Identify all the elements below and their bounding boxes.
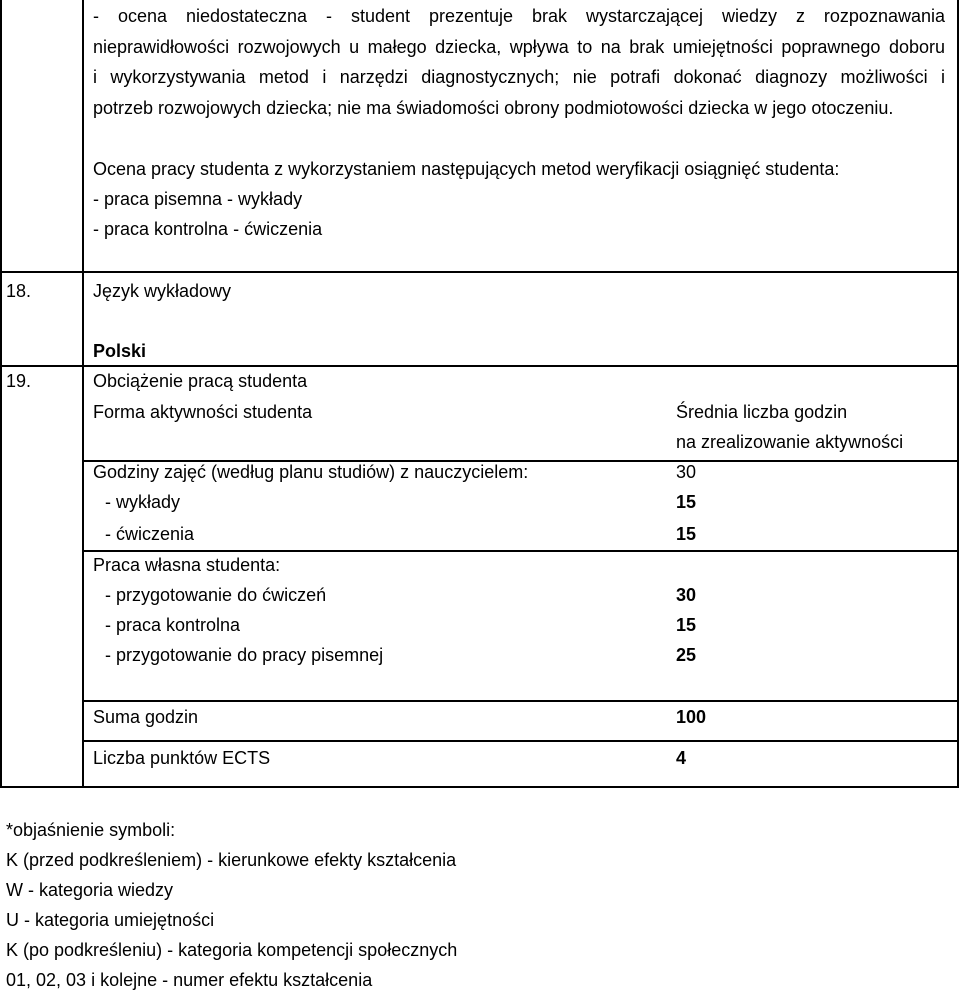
contact-hours-label: Godziny zajęć (według planu studiów) z nauczycielem: bbox=[93, 462, 529, 482]
sum-label: Suma godzin bbox=[93, 707, 199, 727]
grading-line-4: potrzeb rozwojowych dziecka; nie ma świadomości obrony podmiotowości dziecka w jego otoczeniu. bbox=[93, 97, 894, 118]
grading-insufficient-paragraph bbox=[93, 1, 945, 123]
grading-line-2: nieprawidłowości rozwojowych u małego dziecka, wpływa to na brak umiejętności poprawnego doboru bbox=[93, 36, 945, 57]
contact-hours-total: 30 bbox=[676, 462, 697, 482]
section-18-value: Polski bbox=[93, 341, 147, 361]
ects-value: 4 bbox=[676, 748, 687, 768]
table-number-column-border bbox=[82, 0, 84, 787]
self-study-item-1-label: - przygotowanie do ćwiczeń bbox=[105, 585, 327, 605]
section-18-number: 18. bbox=[6, 281, 32, 301]
contact-item-exercises-hours: 15 bbox=[676, 524, 697, 544]
row-divider-17-18 bbox=[0, 271, 959, 273]
self-study-item-3-label: - przygotowanie do pracy pisemnej bbox=[105, 645, 384, 665]
table-bottom-border bbox=[0, 786, 959, 788]
legend-line-2: W - kategoria wiedzy bbox=[6, 880, 174, 900]
sum-divider bbox=[82, 740, 959, 742]
col-header-activity: Forma aktywności studenta bbox=[93, 402, 313, 422]
col-header-hours-line2: na zrealizowanie aktywności bbox=[676, 432, 904, 452]
self-study-item-2-hours: 15 bbox=[676, 615, 697, 635]
section-18-title: Język wykładowy bbox=[93, 281, 232, 301]
grading-line-1: - ocena niedostateczna - student prezentuje brak wystarczającej wiedzy z rozpoznawania bbox=[93, 6, 945, 26]
contact-item-exercises-label: - ćwiczenia bbox=[105, 524, 195, 544]
legend-line-3: U - kategoria umiejętności bbox=[6, 910, 215, 930]
legend-line-1: K (przed podkreśleniem) - kierunkowe efekty kształcenia bbox=[6, 850, 457, 870]
legend-line-4: K (po podkreśleniu) - kategoria kompetencji społecznych bbox=[6, 940, 458, 960]
verification-method-1: - praca pisemna - wykłady bbox=[93, 189, 303, 209]
contact-item-lectures-label: - wykłady bbox=[105, 492, 181, 512]
self-study-item-2-label: - praca kontrolna bbox=[105, 615, 241, 635]
ects-label: Liczba punktów ECTS bbox=[93, 748, 271, 768]
section-19-title: Obciążenie pracą studenta bbox=[93, 371, 308, 391]
self-study-item-1-hours: 30 bbox=[676, 585, 697, 605]
verification-method-2: - praca kontrolna - ćwiczenia bbox=[93, 219, 323, 239]
table-right-border bbox=[957, 0, 959, 787]
section-19-number: 19. bbox=[6, 371, 32, 391]
legend-title: *objaśnienie symboli: bbox=[6, 820, 176, 840]
col-header-hours-line1: Średnia liczba godzin bbox=[676, 402, 848, 422]
legend-line-5: 01, 02, 03 i kolejne - numer efektu kształcenia bbox=[6, 970, 373, 990]
contact-item-lectures-hours: 15 bbox=[676, 492, 697, 512]
table-left-border bbox=[0, 0, 2, 787]
self-study-divider bbox=[82, 700, 959, 702]
self-study-label: Praca własna studenta: bbox=[93, 555, 281, 575]
sum-value: 100 bbox=[676, 707, 707, 727]
self-study-item-3-hours: 25 bbox=[676, 645, 697, 665]
grading-line-3: i wykorzystywania metod i narzędzi diagnostycznych; nie potrafi dokonać diagnozy możliwości i bbox=[93, 67, 945, 87]
verification-intro: Ocena pracy studenta z wykorzystaniem następujących metod weryfikacji osiągnięć studenta: bbox=[93, 159, 840, 179]
